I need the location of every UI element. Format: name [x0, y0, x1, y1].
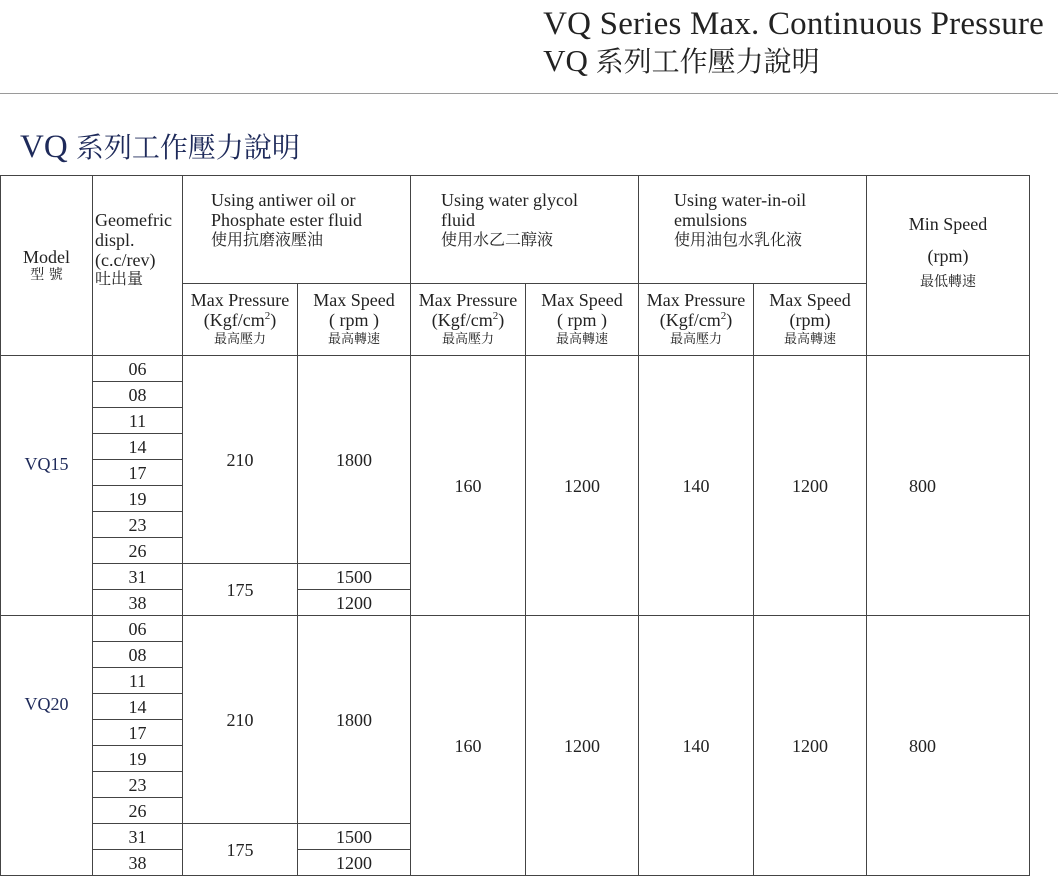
oil-header-line1: Using antiwer oil or	[211, 190, 356, 210]
glycol-max-speed-zh: 最高轉速	[556, 331, 609, 347]
oil-max-speed-cell: 1200	[298, 590, 411, 616]
unit-pre: (Kgf/cm	[431, 309, 493, 330]
pressure-spec-table	[0, 175, 1030, 876]
displacement-cell: 17	[93, 460, 183, 486]
emulsion-speed-unit: (rpm)	[789, 309, 831, 330]
header-title-zh-text: 系列工作壓力說明	[595, 45, 820, 78]
emulsion-max-pressure-cell: 140	[639, 356, 754, 616]
displacement-cell: 31	[93, 824, 183, 850]
glycol-max-pressure-cell: 160	[411, 616, 526, 876]
model-header-zh: 型 號	[30, 267, 63, 283]
emulsion-header-zh: 使用油包水乳化液	[674, 230, 803, 249]
displacement-cell: 06	[93, 356, 183, 382]
displacement-cell: 38	[93, 850, 183, 876]
disp-header-line2: displ.	[95, 230, 135, 250]
header-row	[1, 176, 1030, 284]
unit-sup: 2	[264, 309, 271, 322]
displacement-cell: 14	[93, 434, 183, 460]
disp-header-line3: (c.c/rev)	[95, 250, 156, 270]
oil-max-pressure-label: Max Pressure	[190, 289, 290, 310]
oil-group-header	[183, 176, 411, 284]
displacement-cell: 19	[93, 486, 183, 512]
oil-max-speed-label: Max Speed	[313, 289, 395, 310]
glycol-speed-unit: ( rpm )	[557, 309, 607, 330]
displacement-cell: 11	[93, 408, 183, 434]
displacement-cell: 14	[93, 694, 183, 720]
section-title-prefix: VQ	[20, 129, 68, 165]
emulsion-max-speed-cell: 1200	[754, 356, 867, 616]
oil-max-speed-cell: 1800	[298, 616, 411, 824]
section-title-zh: 系列工作壓力說明	[75, 131, 300, 164]
displacement-cell: 19	[93, 746, 183, 772]
emulsion-max-speed-zh: 最高轉速	[784, 331, 837, 347]
header-title-zh	[543, 42, 1044, 81]
oil-max-pressure-cell: 210	[183, 356, 298, 564]
oil-max-speed-cell: 1500	[298, 564, 411, 590]
model-column-header	[1, 176, 93, 356]
oil-max-pressure-cell: 175	[183, 824, 298, 876]
glycol-header-line1: Using water glycol	[441, 190, 578, 210]
unit-pre: (Kgf/cm	[659, 309, 721, 330]
model-name-cell: VQ15	[1, 356, 93, 616]
unit-pre: (Kgf/cm	[203, 309, 265, 330]
displacement-cell: 08	[93, 642, 183, 668]
oil-max-pressure-cell: 175	[183, 564, 298, 616]
displacement-cell: 26	[93, 798, 183, 824]
page-header	[543, 6, 1044, 81]
unit-post: )	[498, 309, 505, 330]
oil-max-pressure-cell: 210	[183, 616, 298, 824]
section-title	[20, 128, 300, 167]
glycol-pressure-unit	[411, 310, 525, 330]
model-name-cell: VQ20	[1, 616, 93, 876]
glycol-max-pressure-label: Max Pressure	[418, 289, 518, 310]
oil-max-pressure-zh: 最高壓力	[213, 331, 266, 347]
glycol-group-header	[411, 176, 639, 284]
oil-max-speed-cell: 1500	[298, 824, 411, 850]
displacement-cell: 38	[93, 590, 183, 616]
glycol-header-zh: 使用水乙二醇液	[441, 230, 554, 249]
table-row	[1, 616, 1030, 642]
oil-header-zh: 使用抗磨液壓油	[211, 230, 324, 249]
glycol-header-line2: fluid	[441, 210, 476, 230]
emulsion-group-header	[639, 176, 867, 284]
glycol-max-speed-cell: 1200	[526, 356, 639, 616]
min-speed-column-header	[867, 176, 1030, 356]
emulsion-max-speed-cell: 1200	[754, 616, 867, 876]
emulsion-max-pressure-cell: 140	[639, 616, 754, 876]
model-rows	[1, 356, 1030, 876]
disp-header-line1: Geomefric	[95, 210, 172, 230]
emulsion-pressure-unit	[639, 310, 753, 330]
oil-header-line2: Phosphate ester fluid	[211, 210, 362, 230]
displacement-cell: 08	[93, 382, 183, 408]
min-speed-header: Min Speed	[908, 214, 988, 234]
glycol-max-pressure-header	[411, 284, 526, 356]
displacement-cell: 31	[93, 564, 183, 590]
oil-max-speed-cell: 1200	[298, 850, 411, 876]
min-speed-cell: 800	[867, 616, 1030, 876]
header-title-zh-prefix: VQ	[543, 43, 588, 78]
emulsion-max-pressure-header	[639, 284, 754, 356]
displacement-cell: 23	[93, 512, 183, 538]
glycol-max-speed-header	[526, 284, 639, 356]
glycol-max-pressure-zh: 最高壓力	[442, 331, 495, 347]
oil-max-speed-header	[298, 284, 411, 356]
header-title-en: VQ Series Max. Continuous Pressure	[543, 6, 1044, 42]
displacement-cell: 11	[93, 668, 183, 694]
emulsion-max-pressure-label: Max Pressure	[646, 289, 746, 310]
oil-speed-unit: ( rpm )	[329, 309, 379, 330]
glycol-max-speed-label: Max Speed	[541, 289, 623, 310]
unit-sup: 2	[720, 309, 727, 322]
emulsion-max-pressure-zh: 最高壓力	[670, 331, 723, 347]
emulsion-header-line1: Using water-in-oil	[674, 190, 807, 210]
min-speed-header-zh: 最低轉速	[920, 274, 977, 290]
emulsion-header-line2: emulsions	[674, 210, 748, 230]
table-row	[1, 356, 1030, 382]
glycol-max-pressure-cell: 160	[411, 356, 526, 616]
disp-header-zh: 吐出量	[95, 269, 144, 288]
oil-max-speed-cell: 1800	[298, 356, 411, 564]
displacement-column-header	[93, 176, 183, 356]
displacement-cell: 26	[93, 538, 183, 564]
displacement-cell: 23	[93, 772, 183, 798]
oil-max-speed-zh: 最高轉速	[328, 331, 381, 347]
model-header-en: Model	[23, 247, 70, 267]
displacement-cell: 06	[93, 616, 183, 642]
displacement-cell: 17	[93, 720, 183, 746]
unit-post: )	[726, 309, 733, 330]
header-divider	[0, 93, 1058, 94]
oil-pressure-unit	[183, 310, 297, 330]
min-speed-cell: 800	[867, 356, 1030, 616]
unit-post: )	[270, 309, 277, 330]
unit-sup: 2	[492, 309, 499, 322]
glycol-max-speed-cell: 1200	[526, 616, 639, 876]
emulsion-max-speed-label: Max Speed	[769, 289, 851, 310]
oil-max-pressure-header	[183, 284, 298, 356]
emulsion-max-speed-header	[754, 284, 867, 356]
min-speed-header-unit: (rpm)	[927, 246, 969, 266]
